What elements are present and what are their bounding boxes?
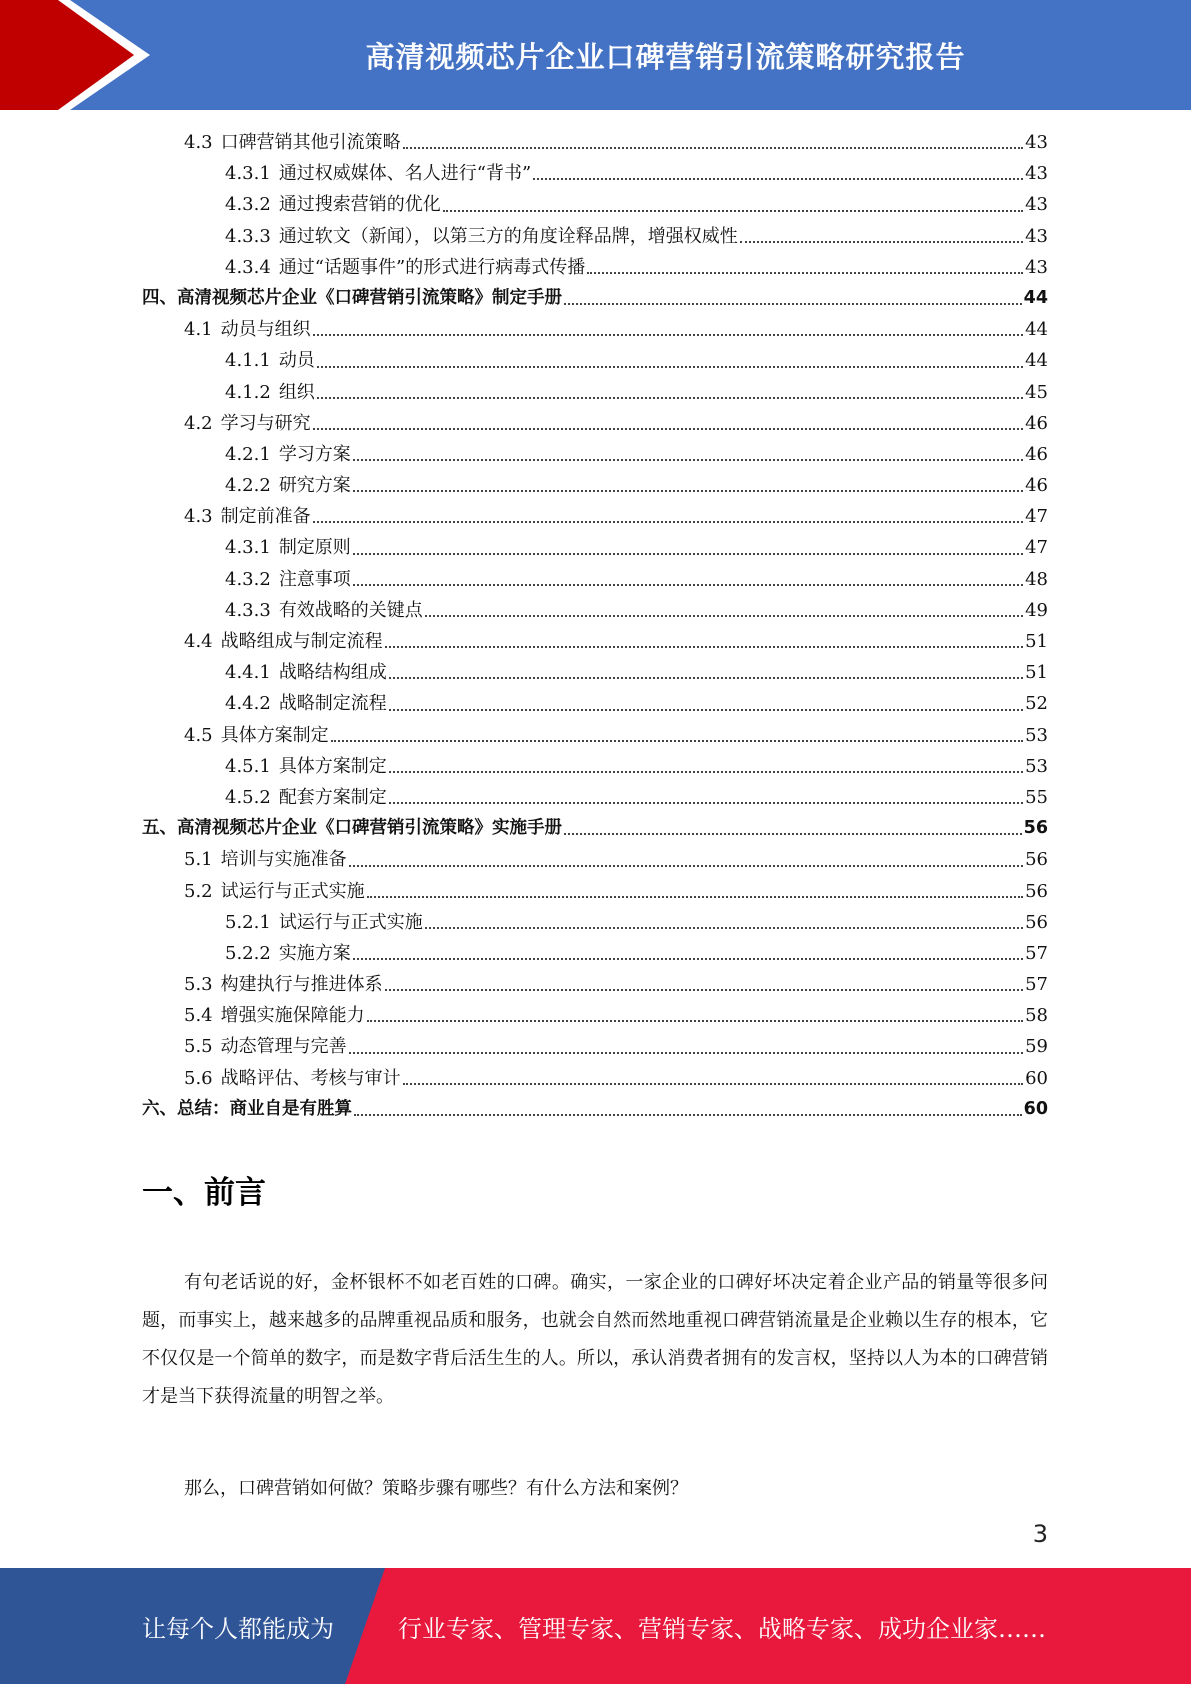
toc-entry-number: 5.4: [184, 1005, 213, 1027]
toc-entry[interactable]: [142, 969, 1048, 1000]
toc-entry-number: 4.3.2: [225, 568, 271, 590]
toc-entry[interactable]: [142, 751, 1048, 782]
toc-entry-title: [184, 969, 383, 1000]
toc-dot-leader: [389, 708, 1023, 711]
toc-page-number: 59: [1025, 1036, 1048, 1058]
toc-entry-text: 配套方案制定: [278, 786, 387, 808]
toc-entry[interactable]: [142, 907, 1048, 938]
toc-entry[interactable]: [142, 1063, 1048, 1094]
toc-dot-leader: [354, 1113, 1022, 1116]
toc-entry-title: [225, 595, 423, 626]
toc-entry[interactable]: [142, 314, 1048, 345]
toc-dot-leader: [403, 146, 1023, 149]
toc-page-number: 60: [1025, 1067, 1048, 1089]
toc-dot-leader: [353, 458, 1023, 461]
toc-dot-leader: [353, 489, 1023, 492]
toc-entry-title: [225, 532, 351, 563]
toc-entry-title: [225, 938, 351, 969]
toc-entry-title: [225, 564, 351, 595]
toc-entry-number: 5.6: [184, 1067, 213, 1089]
page-header: [0, 0, 1191, 110]
toc-entry-text: 通过权威媒体、名人进行“背书”: [278, 163, 532, 185]
toc-entry-title: [225, 470, 351, 501]
toc-entry-number: 4.4.1: [225, 662, 271, 684]
toc-entry-title: [142, 1094, 352, 1125]
toc-page-number: 43: [1025, 132, 1048, 153]
toc-dot-leader: [317, 396, 1023, 399]
toc-entry-number: 4.2: [184, 412, 213, 434]
toc-entry-text: 五、高清视频芯片企业《口碑营销引流策略》实施手册: [142, 818, 562, 839]
toc-page-number: 44: [1025, 350, 1048, 372]
toc-entry-text: 通过软文（新闻），以第三方的角度诠释品牌，增强权威性: [278, 225, 738, 247]
toc-entry-text: 试运行与正式实施: [220, 880, 365, 902]
toc-entry-title: [225, 252, 585, 283]
toc-page-number: 47: [1025, 506, 1048, 528]
toc-entry-text: 通过“话题事件”的形式进行病毒式传播: [278, 256, 586, 278]
toc-dot-leader: [313, 520, 1023, 523]
toc-entry[interactable]: [142, 283, 1048, 314]
toc-entry[interactable]: [142, 876, 1048, 907]
toc-page-number: 60: [1023, 1098, 1048, 1119]
toc-entry[interactable]: [142, 439, 1048, 470]
toc-entry-text: 制定原则: [278, 537, 351, 559]
toc-entry[interactable]: [142, 720, 1048, 751]
header-title: 高清视频芯片企业口碑营销引流策略研究报告: [365, 39, 966, 74]
toc-dot-leader: [367, 895, 1023, 898]
toc-entry[interactable]: [142, 1000, 1048, 1031]
toc-dot-leader: [389, 770, 1023, 773]
intro-paragraph: 有句老话说的好，金杯银杯不如老百姓的口碑。确实，一家企业的口碑好坏决定着企业产品的销量等很多问题，而事实上，越来越多的品牌重视品质和服务，也就会自然而然地重视口碑营销流量是企业赖以生存的根本，它不仅仅是一个简单的数字，而是数字背后活生生的人。所以，承认消费者拥有的发言权，坚持以人为本的口碑营销才是当下获得流量的明智之举。: [142, 1272, 1048, 1407]
toc-page-number: 48: [1025, 568, 1048, 590]
toc-dot-leader: [425, 926, 1023, 929]
toc-entry-number: 5.2.1: [225, 911, 271, 933]
toc-page-number: 56: [1025, 849, 1048, 871]
toc-entry-number: 4.2.2: [225, 475, 271, 497]
toc-entry-number: 4.3.3: [225, 225, 271, 247]
toc-entry-text: 有效战略的关键点: [278, 599, 423, 621]
toc-entry[interactable]: [142, 158, 1048, 189]
toc-entry-number: 4.3.1: [225, 537, 271, 559]
toc-entry[interactable]: [142, 221, 1048, 252]
toc-entry-number: 4.2.1: [225, 443, 271, 465]
toc-entry-text: 培训与实施准备: [220, 849, 347, 871]
toc-entry-number: 4.4: [184, 631, 213, 652]
toc-page-number: 46: [1025, 412, 1048, 434]
toc-page-number: 44: [1025, 319, 1048, 341]
toc-entry-title: [184, 1000, 365, 1031]
footer-slogan-right: 行业专家、管理专家、营销专家、战略专家、成功企业家……: [398, 1614, 1046, 1643]
toc-entry-title: [225, 189, 441, 220]
toc-entry[interactable]: [142, 345, 1048, 376]
toc-page-number: 46: [1025, 443, 1048, 465]
toc-entry-text: 增强实施保障能力: [220, 1005, 365, 1027]
toc-entry-title: [225, 657, 387, 688]
toc-entry-number: 5.2: [184, 880, 213, 902]
toc-page-number: 52: [1025, 693, 1048, 715]
toc-entry-title: [225, 907, 423, 938]
toc-entry-text: 构建执行与推进体系: [220, 974, 383, 996]
toc-page-number: 43: [1025, 163, 1048, 185]
toc-entry-text: 动态管理与完善: [220, 1036, 347, 1058]
toc-entry-text: 学习与研究: [220, 412, 311, 434]
toc-entry-number: 5.3: [184, 974, 213, 996]
toc-entry-number: 4.3.2: [225, 194, 271, 216]
toc-entry-text: 实施方案: [278, 942, 351, 964]
toc-entry-title: [225, 688, 387, 719]
toc-entry-number: 4.3: [184, 506, 213, 528]
toc-entry-number: 4.5.2: [225, 786, 271, 808]
toc-entry-title: [225, 221, 738, 252]
toc-page-number: 56: [1025, 880, 1048, 902]
toc-dot-leader: [353, 957, 1023, 960]
toc-entry-number: 5.2.2: [225, 942, 271, 964]
toc-page-number: 58: [1025, 1005, 1048, 1027]
toc-entry-text: 战略评估、考核与审计: [220, 1067, 401, 1089]
toc-page-number: 44: [1023, 287, 1048, 308]
toc-entry-number: 4.1: [184, 319, 213, 341]
toc-entry[interactable]: [142, 252, 1048, 283]
toc-entry-text: 组织: [278, 381, 315, 403]
toc-entry-title: [184, 720, 329, 751]
toc-entry-text: 动员: [278, 350, 315, 372]
toc-entry-text: 学习方案: [278, 443, 351, 465]
toc-page-number: 43: [1025, 194, 1048, 216]
toc-entry-title: [225, 158, 531, 189]
toc-entry-text: 动员与组织: [220, 319, 311, 341]
toc-dot-leader: [425, 614, 1023, 617]
toc-entry-text: 口碑营销其他引流策略: [220, 132, 401, 153]
toc-entry[interactable]: [142, 377, 1048, 408]
toc-page-number: 56: [1025, 911, 1048, 933]
toc-dot-leader: [389, 676, 1023, 679]
toc-page-number: 49: [1025, 599, 1048, 621]
toc-entry-text: 战略组成与制定流程: [220, 631, 383, 652]
toc-dot-leader: [349, 1051, 1023, 1054]
toc-entry[interactable]: [142, 470, 1048, 501]
toc-entry-text: 具体方案制定: [278, 755, 387, 777]
toc-entry-text: 战略制定流程: [278, 693, 387, 715]
toc-entry-text: 试运行与正式实施: [278, 911, 423, 933]
toc-entry-text: 具体方案制定: [220, 724, 329, 746]
toc-entry[interactable]: [142, 189, 1048, 220]
toc-entry-title: [184, 314, 311, 345]
toc-dot-leader: [403, 1082, 1023, 1085]
toc-dot-leader: [367, 1019, 1023, 1022]
toc-entry-title: [225, 377, 315, 408]
toc-entry-number: 4.4.2: [225, 693, 271, 715]
toc-page-number: 56: [1023, 818, 1048, 839]
toc-entry-title: [184, 876, 365, 907]
toc-entry-title: [184, 844, 347, 875]
toc-dot-leader: [331, 739, 1023, 742]
toc-entry[interactable]: [142, 532, 1048, 563]
toc-entry-number: 4.3.1: [225, 163, 271, 185]
toc-entry-number: 4.3.4: [225, 256, 271, 278]
toc-entry-text: 四、高清视频芯片企业《口碑营销引流策略》制定手册: [142, 287, 562, 308]
toc-entry-title: [184, 408, 311, 439]
toc-entry-title: [142, 283, 562, 314]
toc-entry-number: 4.1.2: [225, 381, 271, 403]
toc-entry[interactable]: [142, 657, 1048, 688]
toc-entry-number: 5.1: [184, 849, 213, 871]
toc-entry[interactable]: [142, 782, 1048, 813]
toc-entry[interactable]: [142, 813, 1048, 844]
toc-entry[interactable]: [142, 408, 1048, 439]
toc-dot-leader: [317, 365, 1023, 368]
toc-page-number: 45: [1025, 381, 1048, 403]
toc-entry-number: 4.5: [184, 724, 213, 746]
toc-dot-leader: [740, 240, 1023, 243]
table-of-contents: [142, 127, 1048, 1125]
toc-page-number: 51: [1025, 662, 1048, 684]
toc-entry-text: 研究方案: [278, 475, 351, 497]
toc-entry-title: [225, 751, 387, 782]
toc-entry-title: [184, 1063, 401, 1094]
toc-page-number: 51: [1025, 631, 1048, 652]
toc-page-number: 53: [1025, 755, 1048, 777]
toc-entry[interactable]: [142, 1031, 1048, 1062]
section-heading: 一、前言: [142, 1175, 266, 1211]
header-arrow-decoration: [0, 0, 160, 110]
question-paragraph: 那么，口碑营销如何做？策略步骤有哪些？有什么方法和案例？: [184, 1478, 688, 1499]
toc-page-number: 57: [1025, 974, 1048, 996]
toc-entry[interactable]: [142, 595, 1048, 626]
toc-entry-number: 4.3: [184, 132, 213, 153]
toc-entry[interactable]: [142, 564, 1048, 595]
toc-page-number: 43: [1025, 225, 1048, 247]
toc-page-number: 47: [1025, 537, 1048, 559]
toc-entry-title: [184, 501, 311, 532]
toc-page-number: 43: [1025, 256, 1048, 278]
toc-entry-title: [225, 782, 387, 813]
toc-entry[interactable]: [142, 844, 1048, 875]
page-number: 3: [1032, 1520, 1048, 1548]
toc-dot-leader: [313, 333, 1023, 336]
toc-dot-leader: [533, 177, 1023, 180]
toc-entry[interactable]: [142, 938, 1048, 969]
footer-slogan-left: 让每个人都能成为: [142, 1614, 334, 1643]
toc-page-number: 55: [1025, 786, 1048, 808]
toc-entry-title: [225, 439, 351, 470]
toc-dot-leader: [353, 552, 1023, 555]
toc-entry-number: 5.5: [184, 1036, 213, 1058]
toc-entry-number: 4.3.3: [225, 599, 271, 621]
toc-entry-title: [184, 127, 401, 158]
toc-dot-leader: [389, 801, 1023, 804]
toc-entry-title: [142, 813, 562, 844]
page-footer: [0, 1568, 1191, 1684]
toc-page-number: 57: [1025, 942, 1048, 964]
toc-entry[interactable]: [142, 501, 1048, 532]
toc-dot-leader: [385, 645, 1023, 648]
toc-dot-leader: [564, 832, 1022, 835]
toc-page-number: 53: [1025, 724, 1048, 746]
toc-entry[interactable]: [142, 688, 1048, 719]
toc-dot-leader: [443, 209, 1023, 212]
toc-entry-text: 六、总结：商业自是有胜算: [142, 1098, 352, 1119]
toc-page-number: 46: [1025, 475, 1048, 497]
toc-entry-text: 战略结构组成: [278, 662, 387, 684]
toc-dot-leader: [587, 271, 1023, 274]
toc-entry-title: [184, 1031, 347, 1062]
toc-dot-leader: [353, 583, 1023, 586]
toc-dot-leader: [385, 988, 1023, 991]
toc-dot-leader: [313, 427, 1023, 430]
toc-entry[interactable]: [142, 1094, 1048, 1125]
toc-entry[interactable]: [142, 626, 1048, 657]
toc-entry-text: 制定前准备: [220, 506, 311, 528]
toc-entry-number: 4.5.1: [225, 755, 271, 777]
toc-dot-leader: [564, 302, 1022, 305]
toc-entry-title: [184, 626, 383, 657]
toc-entry[interactable]: [142, 127, 1048, 158]
toc-entry-text: 注意事项: [278, 568, 351, 590]
toc-entry-title: [225, 345, 315, 376]
toc-entry-number: 4.1.1: [225, 350, 271, 372]
toc-entry-text: 通过搜索营销的优化: [278, 194, 441, 216]
toc-dot-leader: [349, 864, 1023, 867]
